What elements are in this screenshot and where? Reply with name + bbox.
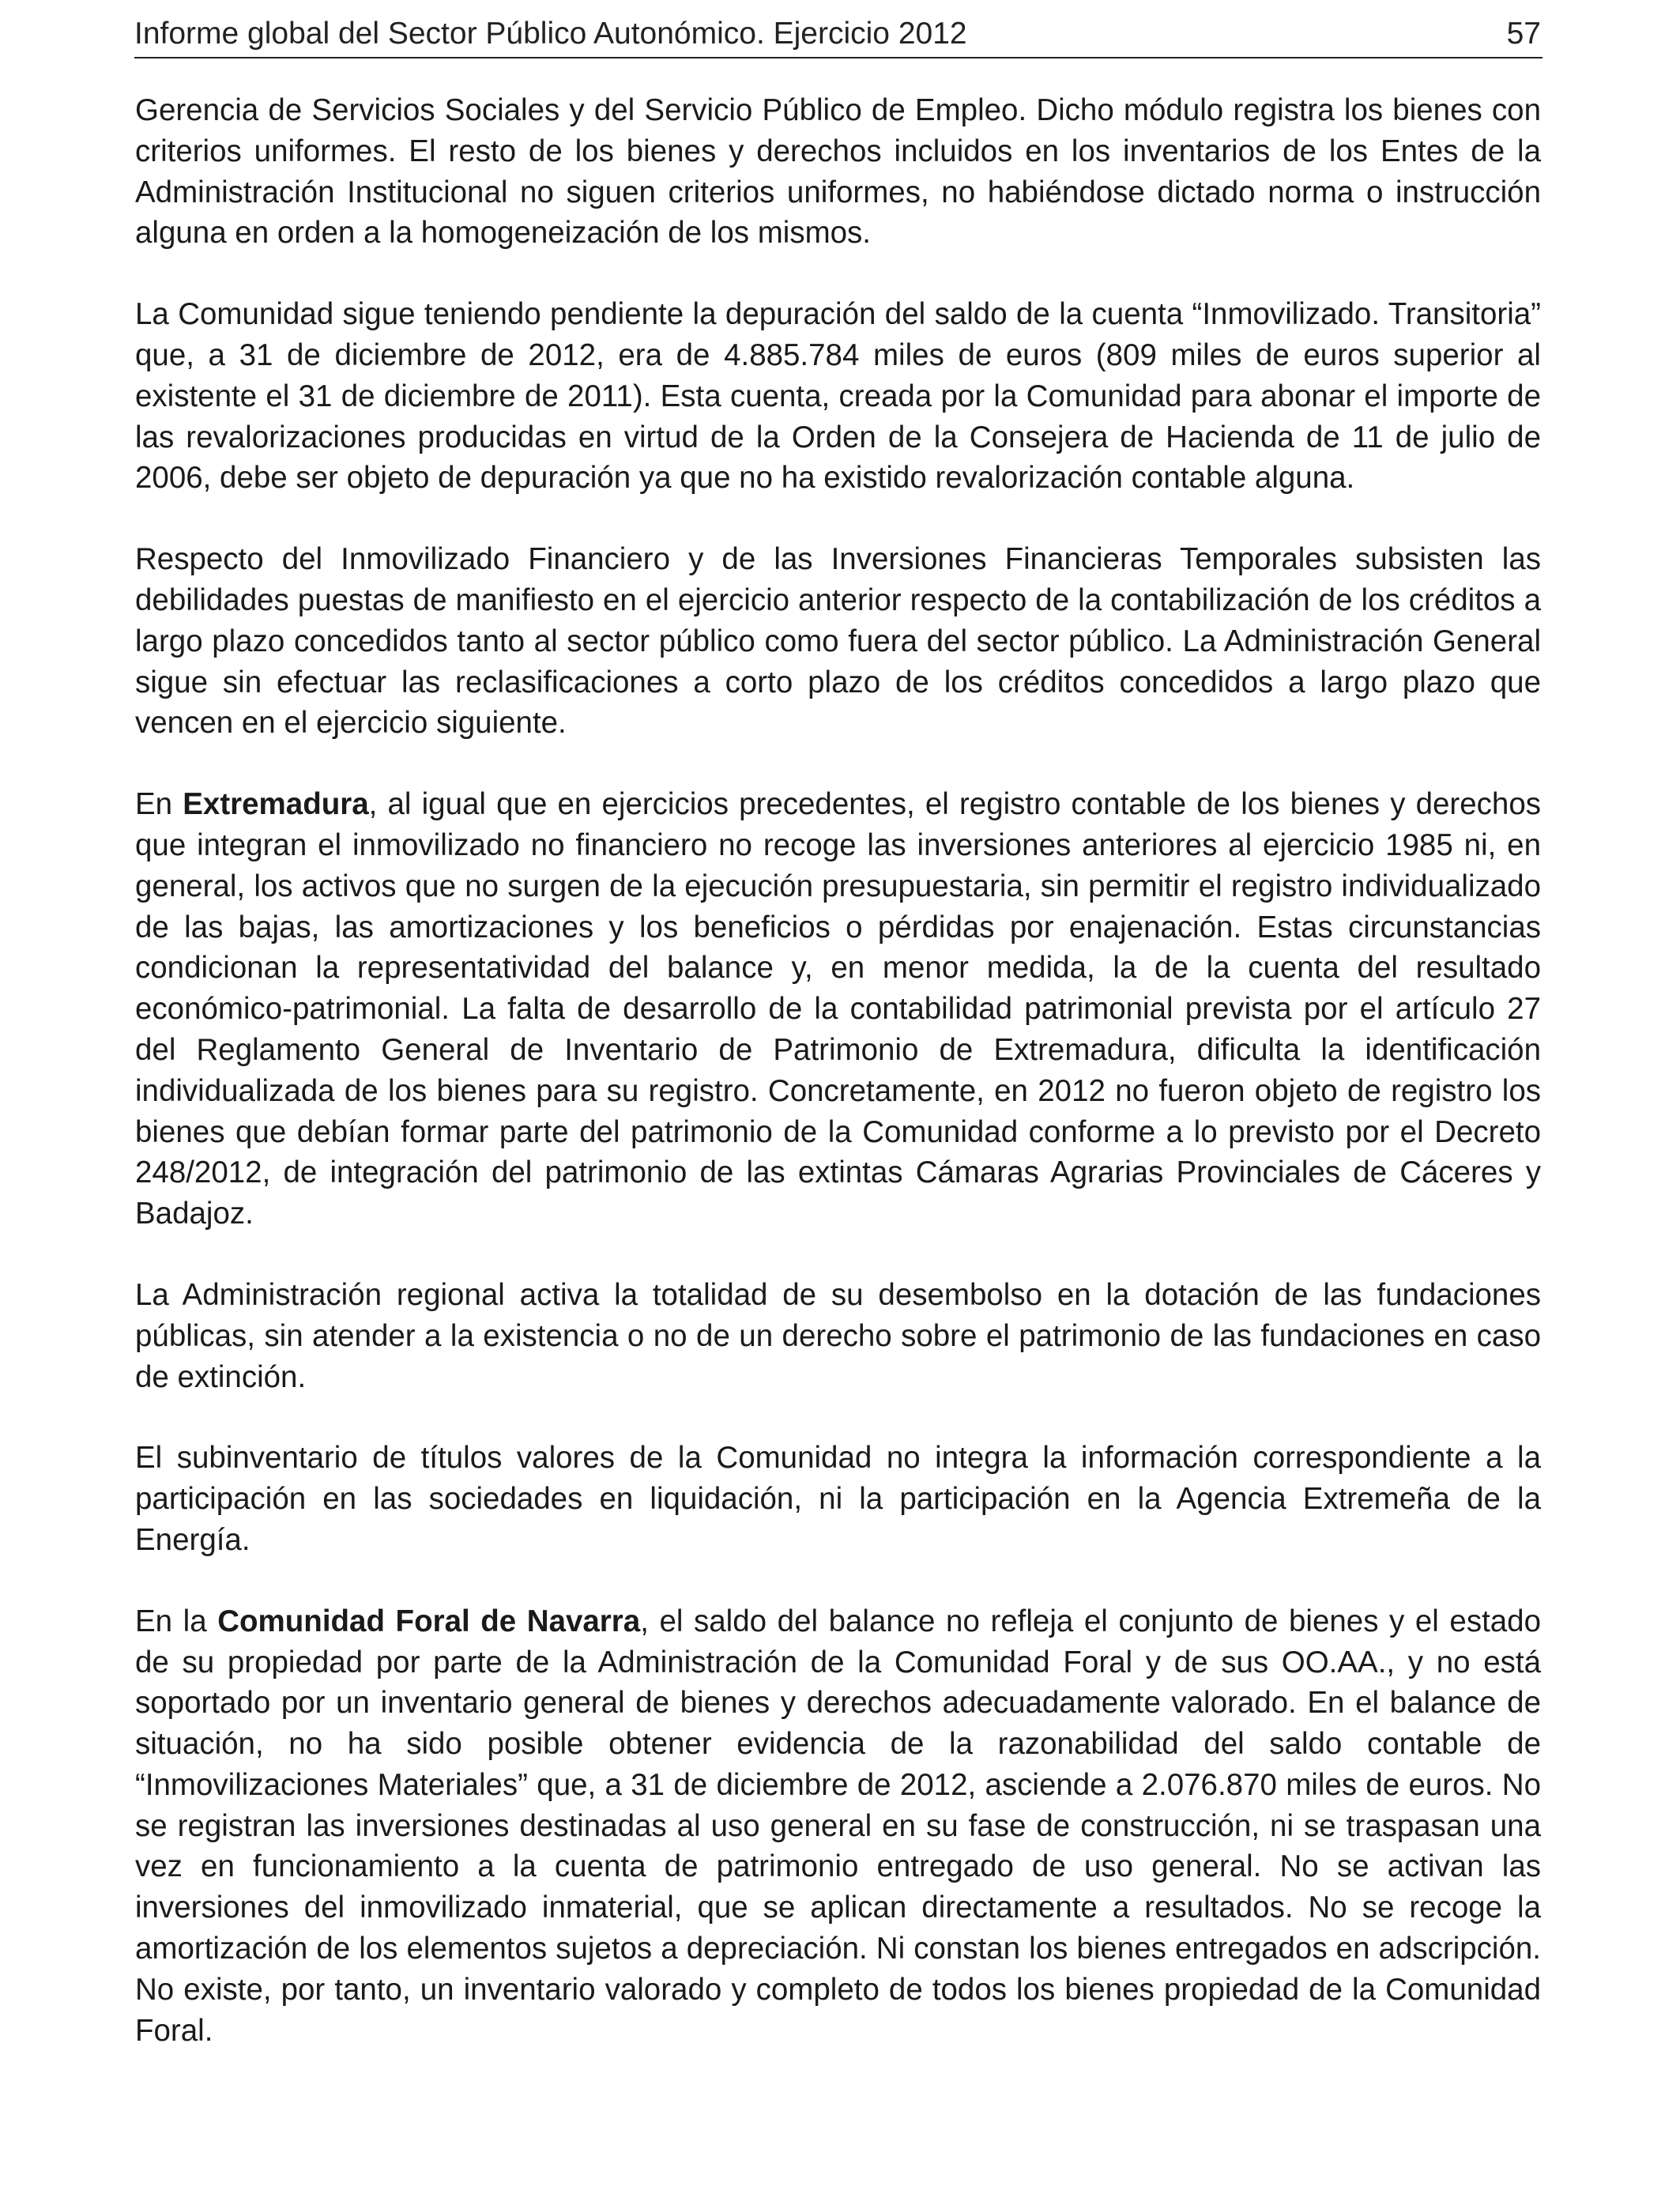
document-body <box>135 90 1541 2091</box>
paragraph-text: La Administración regional activa la totalidad de su desembolso en la dotación de las fundaciones públicas, sin atender a la existencia o no de un derecho sobre el patrimonio de las fundaciones en caso de extinción. <box>135 1277 1541 1394</box>
paragraph-4 <box>135 784 1541 1235</box>
region-name-extremadura: Extremadura <box>183 787 369 822</box>
paragraph-3 <box>135 539 1541 744</box>
document-title: Informe global del Sector Público Autonómico. Ejercicio 2012 <box>134 17 967 51</box>
paragraph-5 <box>135 1275 1541 1397</box>
paragraph-text: , al igual que en ejercicios precedentes, el registro contable de los bienes y derechos que integran el inmovilizado no financiero no recoge las inversiones anteriores al ejercicio 1985 ni, en general, los activos que no surgen de la ejecución presupuestaria, sin permitir el registro individualizado de las bajas, las amortizaciones y los beneficios o pérdidas por enajenación. Estas circunstancias condicionan la representatividad del balance y, en menor medida, la de la cuenta del resultado económico-patrimonial. La falta de desarrollo de la contabilidad patrimonial prevista por el artículo 27 del Reglamento General de Inventario de Patrimonio de Extremadura, dificulta la identificación individualizada de los bienes para su registro. Concretamente, en 2012 no fueron objeto de registro los bienes que debían formar parte del patrimonio de la Comunidad conforme a lo previsto por el Decreto 248/2012, de integración del patrimonio de las extintas Cámaras Agrarias Provinciales de Cáceres y Badajoz. <box>135 787 1541 1231</box>
paragraph-1 <box>135 90 1541 254</box>
paragraph-7 <box>135 1601 1541 2052</box>
paragraph-text: El subinventario de títulos valores de la Comunidad no integra la información correspondiente a la participación en las sociedades en liquidación, ni la participación en la Agencia Extremeña de la Energía. <box>135 1441 1541 1557</box>
paragraph-6 <box>135 1438 1541 1560</box>
paragraph-text: La Comunidad sigue teniendo pendiente la depuración del saldo de la cuenta “Inmovilizado. Transitoria” que, a 31 de diciembre de 2012, era de 4.885.784 miles de euros (809 miles de euros superior al existente el 31 de diciembre de 2011). Esta cuenta, creada por la Comunidad para abonar el importe de las revalorizaciones producidas en virtud de la Orden de la Consejera de Hacienda de 11 de julio de 2006, debe ser objeto de depuración ya que no ha existido revalorización contable alguna. <box>135 297 1541 496</box>
page-header <box>134 11 1543 58</box>
paragraph-lead: En la <box>135 1604 218 1638</box>
paragraph-2 <box>135 294 1541 499</box>
paragraph-text: Respecto del Inmovilizado Financiero y de las Inversiones Financieras Temporales subsisten las debilidades puestas de manifiesto en el ejercicio anterior respecto de la contabilización de los créditos a largo plazo concedidos tanto al sector público como fuera del sector público. La Administración General sigue sin efectuar las reclasificaciones a corto plazo de los créditos concedidos a largo plazo que vencen en el ejercicio siguiente. <box>135 542 1541 741</box>
page-number: 57 <box>1506 17 1541 51</box>
paragraph-lead: En <box>135 787 183 822</box>
paragraph-text: Gerencia de Servicios Sociales y del Servicio Público de Empleo. Dicho módulo registra los bienes con criterios uniformes. El resto de los bienes y derechos incluidos en los inventarios de los Entes de la Administración Institucional no siguen criterios uniformes, no habiéndose dictado norma o instrucción alguna en orden a la homogeneización de los mismos. <box>135 93 1541 251</box>
paragraph-text: , el saldo del balance no refleja el conjunto de bienes y el estado de su propiedad por parte de la Administración de la Comunidad Foral y de sus OO.AA., y no está soportado por un inventario general de bienes y derechos adecuadamente valorado. En el balance de situación, no ha sido posible obtener evidencia de la razonabilidad del saldo contable de “Inmovilizaciones Materiales” que, a 31 de diciembre de 2012, asciende a 2.076.870 miles de euros. No se registran las inversiones destinadas al uso general en su fase de construcción, ni se traspasan una vez en funcionamiento a la cuenta de patrimonio entregado de uso general. No se activan las inversiones del inmovilizado inmaterial, que se aplican directamente a resultados. No se recoge la amortización de los elementos sujetos a depreciación. Ni constan los bienes entregados en adscripción. No existe, por tanto, un inventario valorado y completo de todos los bienes propiedad de la Comunidad Foral. <box>135 1604 1541 2048</box>
region-name-navarra: Comunidad Foral de Navarra <box>217 1604 641 1638</box>
